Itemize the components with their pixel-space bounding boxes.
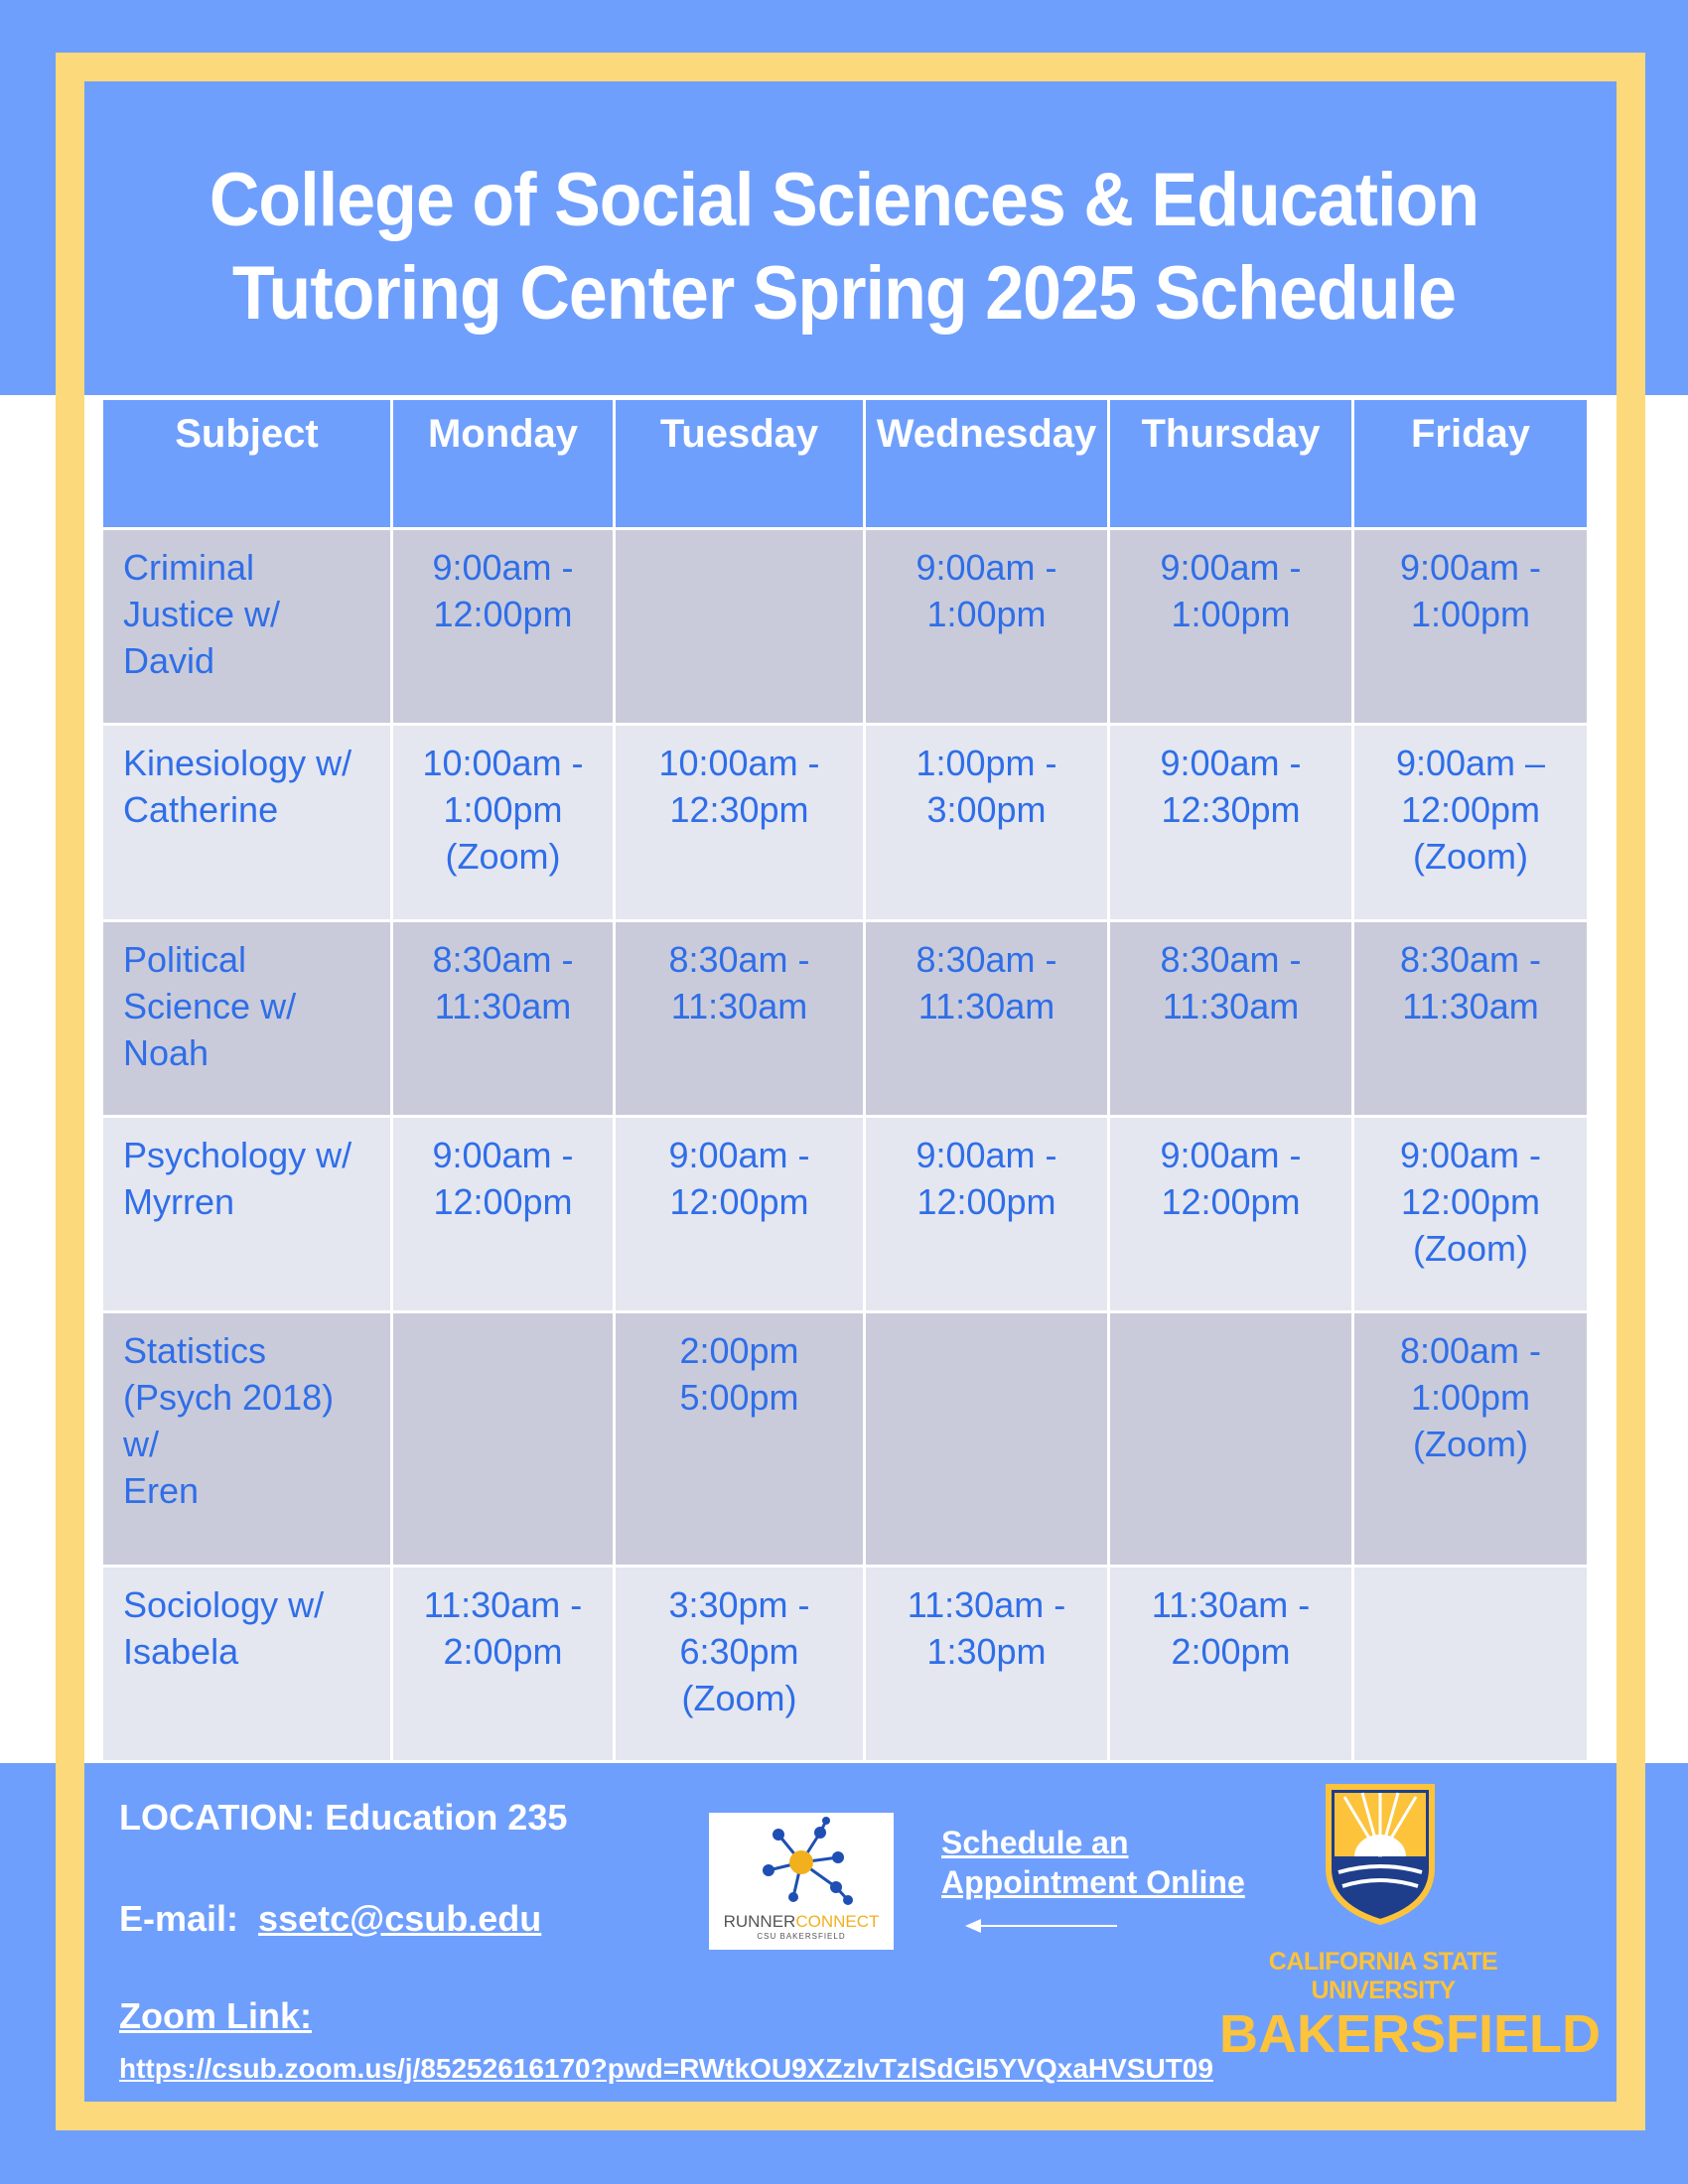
header-tuesday: Tuesday xyxy=(615,399,865,529)
time-line: 12:00pm xyxy=(669,1180,809,1222)
subject-line: Noah xyxy=(123,1031,210,1073)
time-line: (Zoom) xyxy=(681,1677,797,1718)
runner-connect-logo[interactable] xyxy=(709,1813,894,1950)
time-cell xyxy=(392,725,615,920)
time-line: 1:00pm xyxy=(1410,1377,1531,1419)
time-line: 12:00pm xyxy=(433,594,573,634)
location-text: LOCATION: Education 235 xyxy=(119,1797,568,1838)
time-line: 1:30pm xyxy=(926,1630,1047,1672)
subject-line: Justice w/ xyxy=(123,594,281,634)
table-row xyxy=(102,1312,1589,1567)
time-cell xyxy=(392,1312,615,1567)
time-line: 11:30am xyxy=(917,985,1055,1026)
table-row xyxy=(102,1116,1589,1311)
header-wednesday: Wednesday xyxy=(865,399,1109,529)
email-link[interactable]: ssetc@csub.edu xyxy=(258,1898,542,1939)
header-friday: Friday xyxy=(1353,399,1589,529)
zoom-label: Zoom Link: xyxy=(119,1995,312,2036)
time-cell xyxy=(1109,1116,1353,1311)
subject-line: Science w/ xyxy=(123,985,297,1026)
subject-cell xyxy=(102,1116,392,1311)
time-line: 2:00pm xyxy=(443,1630,563,1672)
subject-line: Political xyxy=(123,938,247,980)
network-icon xyxy=(709,1813,894,1912)
time-line: 12:30pm xyxy=(669,789,809,831)
schedule-table xyxy=(100,397,1590,1763)
time-cell xyxy=(615,529,865,725)
time-line: (Zoom) xyxy=(445,836,561,878)
schedule-appointment-link[interactable]: Schedule an Appointment Online xyxy=(941,1825,1245,1900)
time-cell xyxy=(615,725,865,920)
table-row xyxy=(102,920,1589,1116)
time-line: 12:30pm xyxy=(1161,789,1301,831)
time-cell xyxy=(865,529,1109,725)
time-line: 9:00am - xyxy=(915,547,1057,588)
table-row xyxy=(102,725,1589,920)
time-line: 8:30am - xyxy=(1160,938,1302,980)
time-line: 9:00am - xyxy=(1160,743,1302,784)
subject-cell xyxy=(102,725,392,920)
time-line: 2:00pm xyxy=(1171,1630,1291,1672)
csub-wordmark: CALIFORNIA STATE UNIVERSITY BAKERSFIELD xyxy=(1219,1948,1602,2064)
subject-line: Statistics xyxy=(123,1330,267,1372)
time-line: 9:00am - xyxy=(1399,547,1542,588)
subject-line: Criminal xyxy=(123,547,255,588)
time-line: 9:00am - xyxy=(1399,1134,1542,1175)
time-cell xyxy=(1353,725,1589,920)
time-line: 12:00pm xyxy=(916,1180,1056,1222)
subject-line: w/ xyxy=(123,1424,159,1465)
time-line: 11:30am xyxy=(434,985,572,1026)
time-cell xyxy=(865,1116,1109,1311)
time-line: 9:00am – xyxy=(1395,743,1546,784)
subject-line: David xyxy=(123,640,215,681)
table-row xyxy=(102,529,1589,725)
time-line: 2:00pm xyxy=(679,1330,799,1372)
time-line: 10:00am - xyxy=(658,743,820,784)
time-line: 6:30pm xyxy=(679,1630,799,1672)
time-cell xyxy=(392,920,615,1116)
time-cell xyxy=(865,1566,1109,1761)
time-line: 1:00pm xyxy=(1171,594,1291,634)
time-line: (Zoom) xyxy=(1413,1227,1528,1269)
time-cell xyxy=(1353,1116,1589,1311)
subject-line: Isabela xyxy=(123,1630,239,1672)
subject-line: Psychology w/ xyxy=(123,1134,352,1175)
time-line: 3:00pm xyxy=(926,789,1047,831)
subject-cell xyxy=(102,529,392,725)
time-line: (Zoom) xyxy=(1413,836,1528,878)
time-line: 9:00am - xyxy=(1160,547,1302,588)
time-line: 12:00pm xyxy=(433,1180,573,1222)
subject-line: Catherine xyxy=(123,789,279,831)
time-cell xyxy=(392,529,615,725)
time-cell xyxy=(1109,1312,1353,1567)
header-monday: Monday xyxy=(392,399,615,529)
header-subject: Subject xyxy=(102,399,392,529)
table-row xyxy=(102,1566,1589,1761)
left-arrow-icon xyxy=(965,1916,1119,1936)
time-line: 11:30am xyxy=(670,985,808,1026)
time-cell xyxy=(1353,1566,1589,1761)
time-line: 8:30am - xyxy=(432,938,574,980)
time-cell xyxy=(1353,529,1589,725)
time-line: 3:30pm - xyxy=(668,1583,810,1625)
time-line: 1:00pm xyxy=(926,594,1047,634)
time-cell xyxy=(615,1116,865,1311)
subject-line: (Psych 2018) xyxy=(123,1377,335,1419)
runner-connect-wordmark: RUNNERCONNECT xyxy=(723,1912,880,1931)
time-cell xyxy=(392,1116,615,1311)
title-line-1: College of Social Sciences & Education xyxy=(209,158,1479,242)
time-cell xyxy=(1109,920,1353,1116)
header-thursday: Thursday xyxy=(1109,399,1353,529)
time-line: 9:00am - xyxy=(432,1134,574,1175)
subject-cell xyxy=(102,1312,392,1567)
time-cell xyxy=(865,725,1109,920)
time-line: 1:00pm - xyxy=(915,743,1057,784)
time-cell xyxy=(1109,725,1353,920)
time-line: 1:00pm xyxy=(1410,594,1531,634)
time-cell xyxy=(392,1566,615,1761)
time-line: 11:30am xyxy=(1402,985,1539,1026)
page-title xyxy=(84,154,1604,341)
subject-cell xyxy=(102,1566,392,1761)
email-line xyxy=(119,1898,541,1940)
subject-cell xyxy=(102,920,392,1116)
title-line-2: Tutoring Center Spring 2025 Schedule xyxy=(231,251,1457,336)
time-cell xyxy=(865,1312,1109,1567)
subject-line: Sociology w/ xyxy=(123,1583,325,1625)
time-cell xyxy=(615,920,865,1116)
subject-line: Myrren xyxy=(123,1180,235,1222)
time-line: 11:30am - xyxy=(1151,1583,1311,1625)
time-line: 10:00am - xyxy=(422,743,584,784)
runner-connect-sub: CSU BAKERSFIELD xyxy=(757,1932,846,1941)
subject-line: Eren xyxy=(123,1470,200,1512)
time-cell xyxy=(1353,920,1589,1116)
time-line: 12:00pm xyxy=(1161,1180,1301,1222)
time-line: 8:30am - xyxy=(1399,938,1542,980)
time-line: 9:00am - xyxy=(1160,1134,1302,1175)
time-line: 8:00am - xyxy=(1399,1330,1542,1372)
time-line: 12:00pm xyxy=(1400,789,1541,831)
time-cell xyxy=(1109,1566,1353,1761)
zoom-link[interactable]: https://csub.zoom.us/j/85252616170?pwd=RWtkOU9XZzIvTzlSdGI5YVQxaHVSUT09 xyxy=(119,2053,1213,2084)
subject-line: Kinesiology w/ xyxy=(123,743,352,784)
time-line: 9:00am - xyxy=(432,547,574,588)
csub-shield-icon xyxy=(1325,1783,1436,1926)
email-label: E-mail: xyxy=(119,1898,239,1939)
time-line: 11:30am xyxy=(1162,985,1300,1026)
time-line: 8:30am - xyxy=(915,938,1057,980)
time-line: 5:00pm xyxy=(679,1377,799,1419)
time-line: 8:30am - xyxy=(668,938,810,980)
time-cell xyxy=(1353,1312,1589,1567)
time-line: (Zoom) xyxy=(1413,1424,1528,1465)
time-cell xyxy=(615,1312,865,1567)
time-cell xyxy=(865,920,1109,1116)
time-line: 11:30am - xyxy=(907,1583,1066,1625)
time-line: 9:00am - xyxy=(668,1134,810,1175)
header-row xyxy=(102,399,1589,529)
time-cell xyxy=(615,1566,865,1761)
zoom-url-line xyxy=(119,2053,1213,2085)
time-line: 1:00pm xyxy=(443,789,563,831)
time-line: 9:00am - xyxy=(915,1134,1057,1175)
time-line: 11:30am - xyxy=(423,1583,583,1625)
time-cell xyxy=(1109,529,1353,725)
time-line: 12:00pm xyxy=(1400,1180,1541,1222)
